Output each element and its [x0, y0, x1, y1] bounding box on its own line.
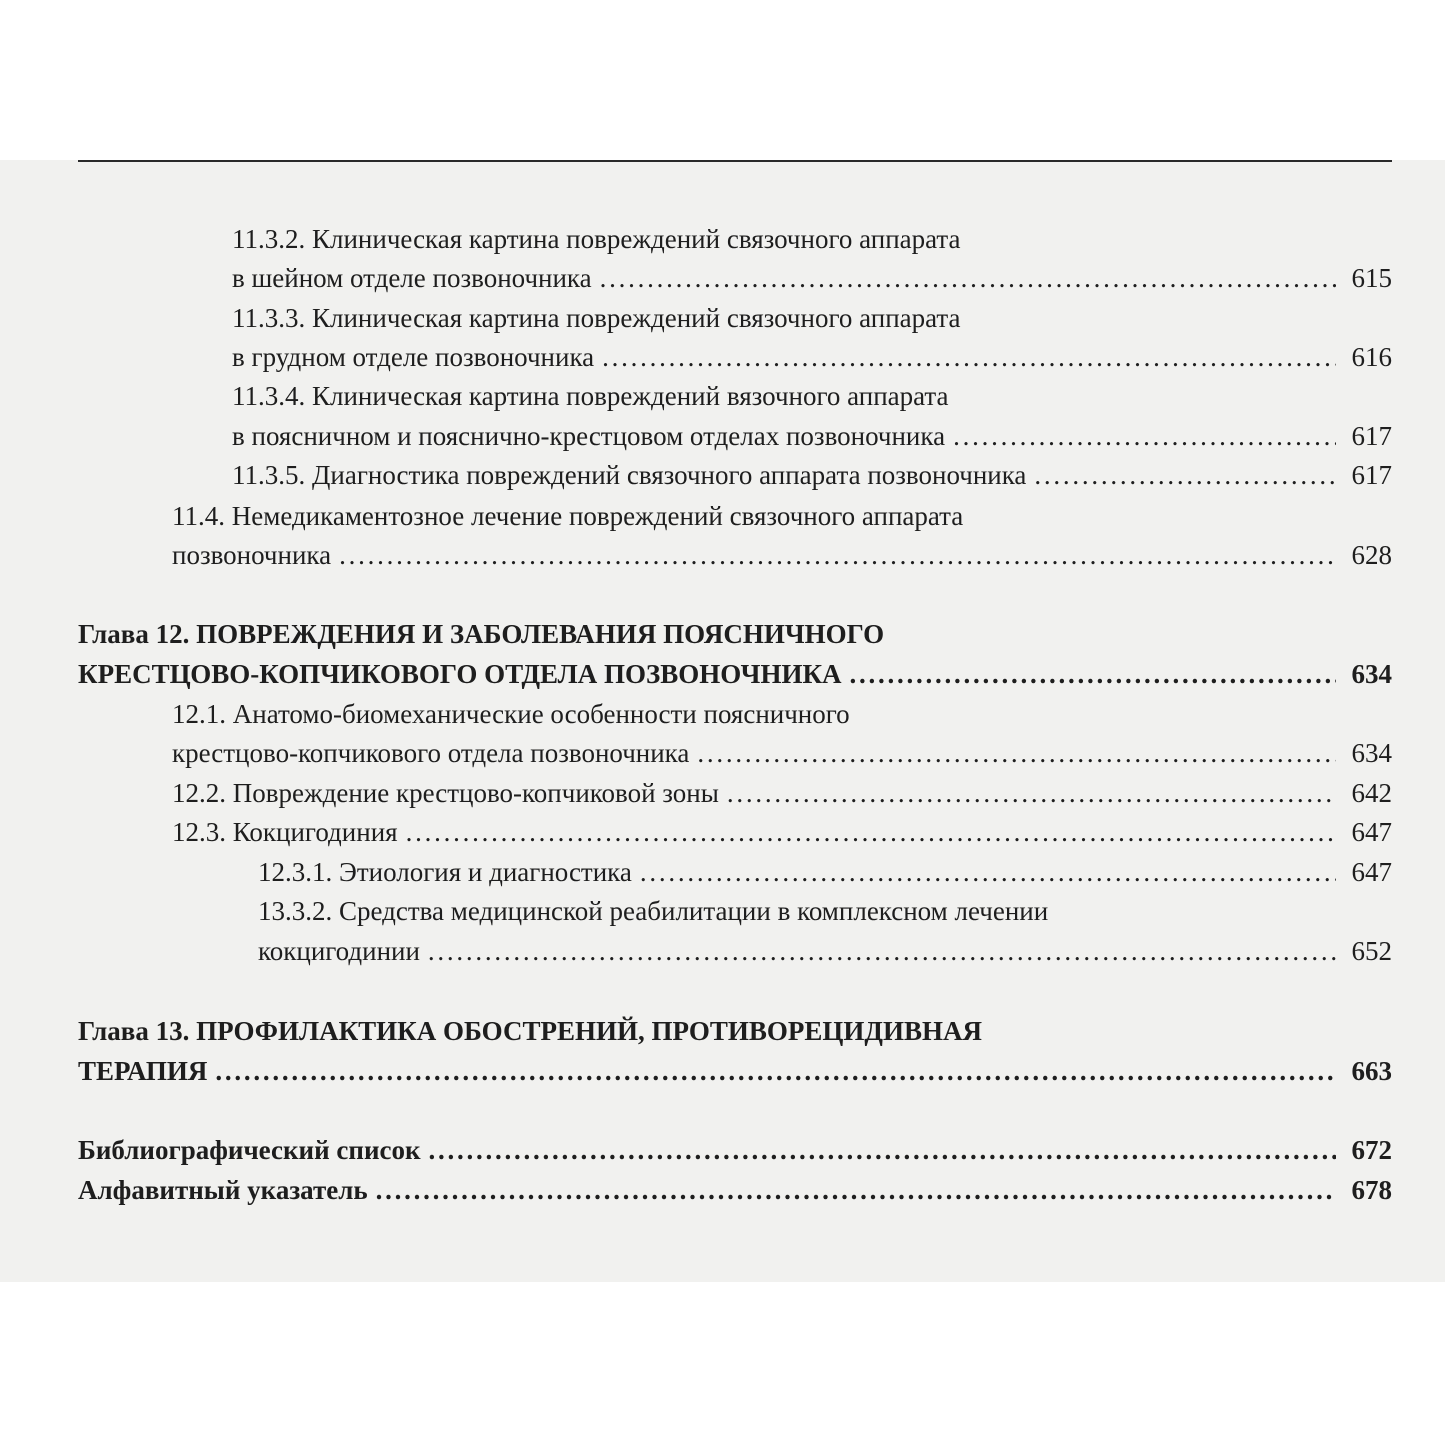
dot-leader	[602, 340, 1336, 374]
toc-entry-text: 11.3.4. Клиническая картина повреждений вязочного аппарата	[232, 381, 949, 411]
toc-chapter-13-line1	[78, 1014, 982, 1048]
section-title: Алфавитный указатель	[78, 1175, 368, 1205]
toc-entry-text: крестцово-копчикового отдела позвоночника	[172, 738, 690, 768]
toc-entry-11-3-4-line2	[232, 419, 1392, 453]
page-number: 617	[1351, 460, 1392, 490]
dot-leader	[727, 776, 1336, 810]
toc-entry-text: кокцигодинии	[258, 936, 420, 966]
toc-entry-11-3-2-line2	[232, 261, 1392, 295]
page-number: 634	[1351, 659, 1392, 689]
toc-entry-11-4-line1	[172, 499, 963, 533]
dot-leader	[339, 538, 1336, 572]
book-page	[0, 160, 1445, 1282]
toc-entry-13-3-2-line2	[258, 934, 1392, 968]
page-number: 647	[1351, 857, 1392, 887]
page-number: 678	[1351, 1175, 1392, 1205]
toc-chapter-12-line2	[78, 657, 1392, 691]
toc-entry-11-3-3-line1	[232, 301, 961, 335]
toc-chapter-12-line1	[78, 617, 884, 651]
toc-entry-12-3	[172, 815, 1392, 849]
dot-leader	[600, 261, 1336, 295]
toc-entry-text: в грудном отделе позвоночника	[232, 342, 595, 372]
dot-leader	[953, 419, 1336, 453]
page-number: 647	[1351, 817, 1392, 847]
page-number: 628	[1351, 540, 1392, 570]
chapter-title: Глава 13. ПРОФИЛАКТИКА ОБОСТРЕНИЙ, ПРОТИВОРЕЦИДИВНАЯ	[78, 1016, 982, 1046]
toc-bibliography	[78, 1133, 1392, 1167]
toc-entry-12-3-1	[258, 855, 1392, 889]
chapter-title: Глава 12. ПОВРЕЖДЕНИЯ И ЗАБОЛЕВАНИЯ ПОЯСНИЧНОГО	[78, 619, 885, 649]
toc-entry-11-3-3-line2	[232, 340, 1392, 374]
toc-entry-12-1-line2	[172, 736, 1392, 770]
page-number: 634	[1351, 738, 1392, 768]
top-rule	[78, 160, 1392, 162]
page-number: 617	[1351, 421, 1392, 451]
toc-entry-text: в поясничном и пояснично-крестцовом отделах позвоночника	[232, 421, 946, 451]
toc-entry-11-3-4-line1	[232, 379, 949, 413]
toc-entry-text: 11.3.2. Клиническая картина повреждений связочного аппарата	[232, 224, 961, 254]
dot-leader	[850, 657, 1336, 691]
section-title: Библиографический список	[78, 1135, 421, 1165]
toc-entry-text: 13.3.2. Средства медицинской реабилитации в комплексном лечении	[258, 896, 1049, 926]
toc-entry-text: 12.2. Повреждение крестцово-копчиковой зоны	[172, 778, 719, 808]
toc-entry-11-3-5	[232, 458, 1392, 492]
toc-entry-text: 12.3.1. Этиология и диагностика	[258, 857, 632, 887]
chapter-title: ТЕРАПИЯ	[78, 1056, 208, 1086]
chapter-title: КРЕСТЦОВО-КОПЧИКОВОГО ОТДЕЛА ПОЗВОНОЧНИКА	[78, 659, 842, 689]
toc-entry-text: 12.3. Кокцигодиния	[172, 817, 398, 847]
dot-leader	[1034, 458, 1336, 492]
toc-entry-text: 11.3.3. Клиническая картина повреждений связочного аппарата	[232, 303, 961, 333]
dot-leader	[429, 1133, 1336, 1167]
toc-entry-12-1-line1	[172, 697, 850, 731]
page-number: 672	[1351, 1135, 1392, 1165]
toc-entry-13-3-2-line1	[258, 894, 1048, 928]
toc-entry-text: 11.4. Немедикаментозное лечение повреждений связочного аппарата	[172, 501, 964, 531]
dot-leader	[376, 1173, 1336, 1207]
toc-entry-text: 11.3.5. Диагностика повреждений связочного аппарата позвоночника	[232, 460, 1027, 490]
page-number: 652	[1351, 936, 1392, 966]
dot-leader	[428, 934, 1336, 968]
toc-entry-text: позвоночника	[172, 540, 332, 570]
page-number: 616	[1351, 342, 1392, 372]
page-number: 642	[1351, 778, 1392, 808]
toc-index	[78, 1173, 1392, 1207]
dot-leader	[640, 855, 1336, 889]
toc-chapter-13-line2	[78, 1054, 1392, 1088]
toc-entry-text: в шейном отделе позвоночника	[232, 263, 592, 293]
dot-leader	[215, 1054, 1336, 1088]
dot-leader	[697, 736, 1336, 770]
page-number: 663	[1351, 1056, 1392, 1086]
toc-entry-11-4-line2	[172, 538, 1392, 572]
dot-leader	[406, 815, 1336, 849]
page-number: 615	[1351, 263, 1392, 293]
toc-entry-12-2	[172, 776, 1392, 810]
toc-entry-text: 12.1. Анатомо-биомеханические особенности поясничного	[172, 699, 850, 729]
toc-entry-11-3-2-line1	[232, 222, 961, 256]
